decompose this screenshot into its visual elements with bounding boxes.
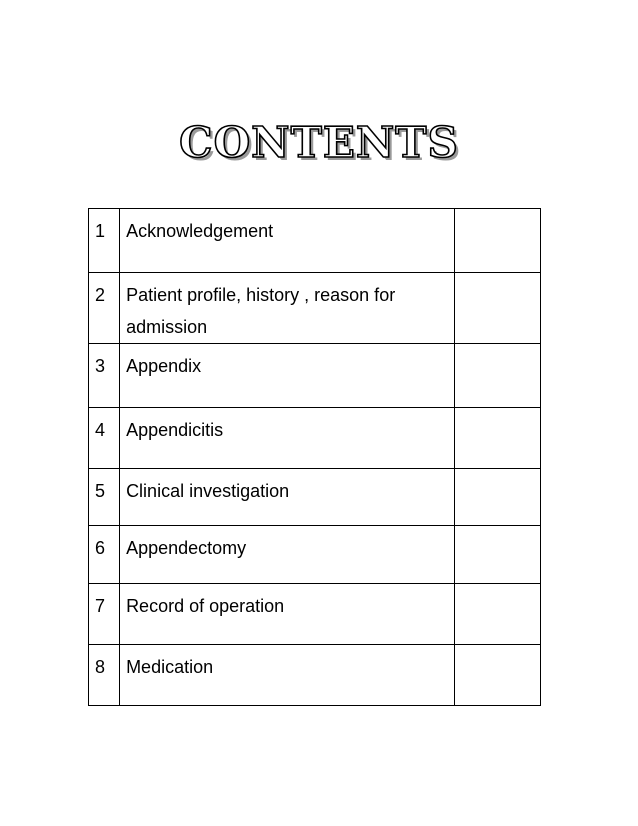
row-number: 2 [89, 273, 120, 344]
row-number: 6 [89, 526, 120, 584]
row-title: Appendix [120, 344, 455, 408]
table-row [89, 273, 541, 344]
table-row [89, 526, 541, 584]
row-number: 1 [89, 209, 120, 273]
row-number: 5 [89, 469, 120, 526]
row-page [454, 645, 540, 706]
table-row [89, 344, 541, 408]
row-title: Appendicitis [120, 408, 455, 469]
page-title: CONTENTS [179, 118, 459, 167]
row-page [454, 584, 540, 645]
row-page [454, 469, 540, 526]
row-number: 7 [89, 584, 120, 645]
row-title: Clinical investigation [120, 469, 455, 526]
row-page [454, 273, 540, 344]
row-title: Acknowledgement [120, 209, 455, 273]
table-row [89, 469, 541, 526]
row-title: Patient profile, history , reason for admission [120, 273, 455, 344]
row-title: Appendectomy [120, 526, 455, 584]
contents-table [88, 208, 541, 706]
table-row [89, 408, 541, 469]
table-row [89, 209, 541, 273]
row-number: 8 [89, 645, 120, 706]
row-page [454, 344, 540, 408]
row-page [454, 209, 540, 273]
row-title: Record of operation [120, 584, 455, 645]
row-number: 3 [89, 344, 120, 408]
row-number: 4 [89, 408, 120, 469]
row-page [454, 408, 540, 469]
row-title: Medication [120, 645, 455, 706]
table-row [89, 584, 541, 645]
table-row [89, 645, 541, 706]
row-page [454, 526, 540, 584]
